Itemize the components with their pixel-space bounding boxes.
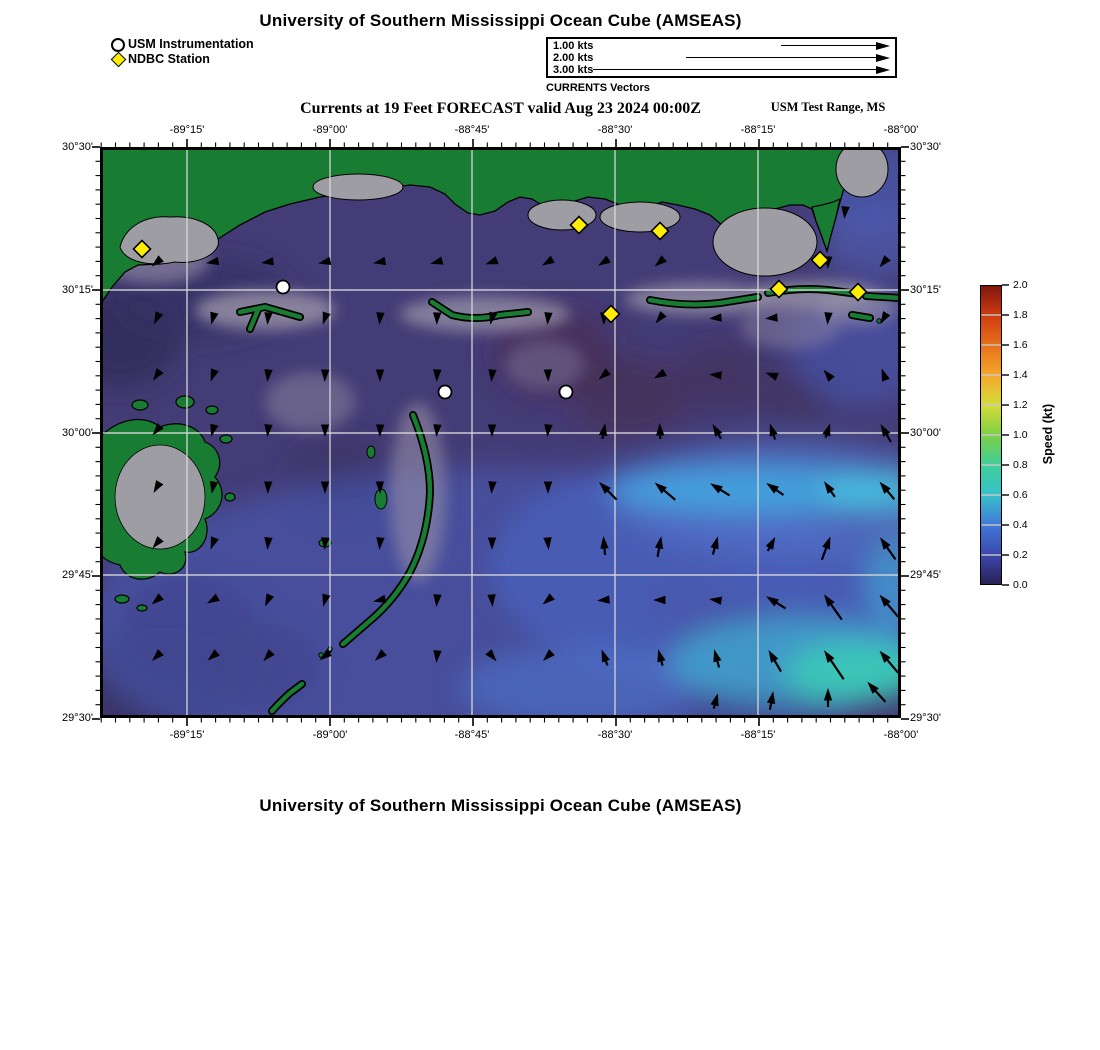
lat-tick-label: 29°30'	[62, 712, 93, 724]
lat-tick-label: 30°00'	[910, 427, 941, 439]
colorbar-tick-label: 0.8	[1013, 459, 1028, 471]
colorbar-tick-label: 1.8	[1013, 309, 1028, 321]
region-label: USM Test Range, MS	[770, 100, 886, 114]
lat-tick-label: 30°15'	[62, 284, 93, 296]
lon-tick-label: -88°30'	[597, 124, 633, 136]
lat-tick-label: 30°15'	[910, 284, 941, 296]
lat-tick-label: 29°30'	[910, 712, 941, 724]
lon-tick-label: -88°45'	[454, 729, 490, 741]
lat-tick-label: 30°00'	[62, 427, 93, 439]
colorbar-tick-label: 1.6	[1013, 339, 1028, 351]
colorbar-tick-label: 1.2	[1013, 399, 1028, 411]
lon-tick-label: -88°15'	[740, 124, 776, 136]
lat-tick-label: 29°45'	[62, 569, 93, 581]
lon-tick-label: -88°00'	[883, 124, 919, 136]
usm-instrumentation-label: USM Instrumentation	[128, 37, 254, 51]
colorbar-tick-label: 0.6	[1013, 489, 1028, 501]
colorbar-tick-label: 1.0	[1013, 429, 1028, 441]
page-title: University of Southern Mississippi Ocean Cube (AMSEAS)	[259, 11, 742, 30]
lat-tick-label: 29°45'	[910, 569, 941, 581]
lon-tick-label: -88°00'	[883, 729, 919, 741]
lat-tick-label: 30°30'	[910, 141, 941, 153]
lon-tick-label: -89°00'	[312, 729, 348, 741]
lon-tick-label: -89°15'	[169, 729, 205, 741]
ndbc-station-label: NDBC Station	[128, 52, 210, 66]
lon-tick-label: -88°30'	[597, 729, 633, 741]
bottom-title: University of Southern Mississippi Ocean Cube (AMSEAS)	[259, 796, 742, 815]
colorbar-tick-label: 0.0	[1013, 579, 1028, 591]
lon-tick-label: -88°15'	[740, 729, 776, 741]
lon-tick-label: -89°00'	[312, 124, 348, 136]
lon-tick-label: -88°45'	[454, 124, 490, 136]
colorbar-tick-label: 0.2	[1013, 549, 1028, 561]
lon-tick-label: -89°15'	[169, 124, 205, 136]
lat-tick-label: 30°30'	[62, 141, 93, 153]
forecast-subtitle: Currents at 19 Feet FORECAST valid Aug 23 2024 00:00Z	[300, 100, 701, 117]
colorbar-tick-label: 0.4	[1013, 519, 1028, 531]
vector-legend-title: CURRENTS Vectors	[546, 82, 650, 94]
vector-scale-label: 1.00 kts	[553, 39, 594, 52]
vector-scale-label: 2.00 kts	[553, 51, 594, 64]
colorbar-tick-label: 2.0	[1013, 279, 1028, 291]
colorbar-axis-label: Speed (kt)	[1041, 403, 1055, 465]
vector-scale-label: 3.00 kts	[553, 63, 594, 76]
colorbar-tick-label: 1.4	[1013, 369, 1028, 381]
